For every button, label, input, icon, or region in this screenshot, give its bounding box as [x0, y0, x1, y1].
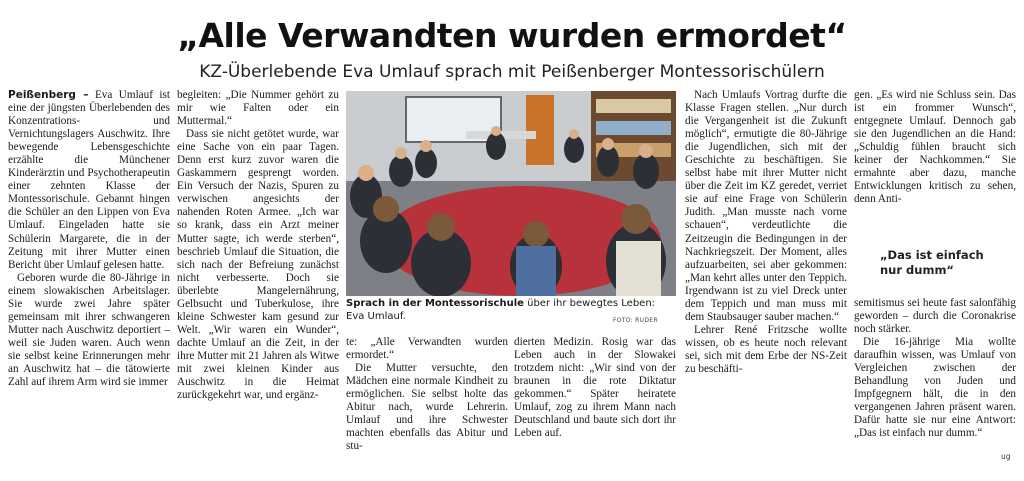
article-paragraph: Die Mutter versuchte, den Mädchen eine normale Kindheit zu ermöglichen. Sie selbst holte das Abitur nach, wurde Lehrerin. Umlauf und ihre Schwester machten ebenfalls das Abitur und stu- [346, 362, 508, 453]
article-paragraph: Die 16-jährige Mia wollte daraufhin wissen, was Umlauf von Vergleichen zwischen der Behandlung von Juden und Impfgegnern hält, die in den vergangenen Jahren präsent waren. Dafür hatte sie nur eine Antwort: „Das ist einfach nur dumm.“ [854, 336, 1016, 440]
door [526, 95, 554, 165]
pull-quote: „Das ist einfach nur dumm“ [880, 248, 984, 277]
article-paragraph: te: „Alle Verwandten wurden ermordet.“ [346, 336, 508, 362]
caption-bold: Sprach in der Montessorischule [346, 298, 524, 309]
caption-text: über ihr bewegtes Leben: Eva Umlauf. [346, 298, 656, 322]
article-column-2 [177, 89, 339, 467]
dateline: Peißenberg – [8, 89, 89, 101]
article-paragraph: Nach Umlaufs Vortrag durfte die Klasse Fragen stellen. „Nur durch die Vergangenheit ist die Zukunft möglich“, ermutigte die 80-Jährige die Jugendlichen, sich mit der Geschichte zu beschäftigen. Sie selbst habe mit ihrer Mutter nicht über die Zeit im KZ geredet, verriet sie auf eine Frage von Schülerin Judith. „Man musste nach vorne schauen“, verdeutlichte die Zeitzeugin die Bedingungen in der Nachkriegszeit. Der Moment, alles aufzuarbeiten, sei aber gekommen: „Man kehrt alles unter den Teppich. Irgendwann ist zu viel Dreck unter dem Teppich und man muss mit dem Staubsauger sauber machen.“ [685, 89, 847, 323]
article-column-4 [514, 336, 676, 467]
article-paragraph: dierten Medizin. Rosig war das Leben auch in der Slowakei trotzdem nicht: „Wir sind von der braunen in die rote Diktatur gekommen.“ Später heiratete Umlauf, zog zu ihrem Mann nach Deutschland und baute sich dort ihr Leben auf. [514, 336, 676, 440]
article-column-6-top [854, 89, 1016, 239]
article-paragraph [8, 89, 170, 272]
denim-overalls [516, 246, 556, 296]
article-paragraph: begleiten: „Die Nummer gehört zu mir wie Falten oder ein Muttermal.“ [177, 89, 339, 128]
paragraph-text: Eva Umlauf ist eine der jüngsten Überlebenden des Konzentrations- und Vernichtungslagers Auschwitz. Ihre bewegende Lebensgeschichte erzählte die Münchener Kinderärztin und Psychotherapeutin einer zehnten Klasse der Montessorischule. Gebannt hingen die Schüler an den Lippen von Eva Umlauf. Eingeladen hatte sie Schülerin Margarete, die in der Zeitung mit ihrer Mutter einen Bericht über Umlauf gelesen hatte. [8, 89, 170, 271]
white-sweater [616, 241, 661, 296]
article-paragraph: Geboren wurde die 80-Jährige in einem slowakischen Arbeitslager. Sie wurde zwei Jahre später gemeinsam mit ihrer schwangeren Mutter nach Auschwitz deportiert – weil sie Juden waren. Auch wenn sie selbst keine Erinnerungen mehr an Auschwitz hat – die tätowierte Zahl auf ihrem Arm wird sie immer [8, 271, 170, 389]
article-paragraph: semitismus sei heute fast salonfähig geworden – durch die Coronakrise noch stärker. [854, 297, 1016, 336]
article-paragraph: Lehrer René Fritzsche wollte wissen, ob es heute noch relevant sei, sich mit dem Erbe der NS-Zeit zu beschäfti- [685, 323, 847, 375]
headline: „Alle Verwandten wurden ermordet“ [177, 16, 847, 55]
article-column-1 [8, 89, 170, 467]
author-initials: ug [1001, 452, 1011, 461]
article-photo [346, 91, 676, 296]
classroom-photo-illustration [346, 91, 676, 296]
photo-credit: FOTO: RUDER [613, 317, 658, 324]
article-column-3 [346, 336, 508, 467]
article-paragraph: gen. „Es wird nie Schluss sein. Das ist ein frommer Wunsch“, entgegnete Umlauf. Dennoch gab sie den Jugendlichen an die Hand: „Schuldig fühlen braucht sich keiner der Nachkommen.“ Sie ermahnte aber dazu, manche Entwicklungen kritisch zu sehen, denn Anti- [854, 89, 1016, 206]
subheadline: KZ-Überlebende Eva Umlauf sprach mit Peißenberger Montessorischülern [199, 62, 825, 82]
article-column-5 [685, 89, 847, 467]
article-column-6-bottom [854, 297, 1016, 457]
article-paragraph: Dass sie nicht getötet wurde, war eine Sache von ein paar Tagen. Denn erst kurz zuvor waren die Gaskammern gesprengt worden. Ein Versuch der Nazis, Spuren zu verwischen angesichts der nahenden Roten Armee. „Ich war so krank, dass ein Arzt meiner Mutter sagte, ich werde sterben“, beschrieb Umlauf die Situation, die sich nach der Befreiung zunächst nicht verbesserte. Doch sie überlebte Mangelernährung, Gelbsucht und Tuberkulose, ihre kleine Schwester kam gesund zur Welt. „Wir waren ein Wunder“, dachte Umlauf an die Zeit, in der ihre Mutter mit 21 Jahren als Witwe mit zwei kleinen Kinder aus Auschwitz in die Heimat zurückgekehrt war, und ergänz- [177, 128, 339, 402]
